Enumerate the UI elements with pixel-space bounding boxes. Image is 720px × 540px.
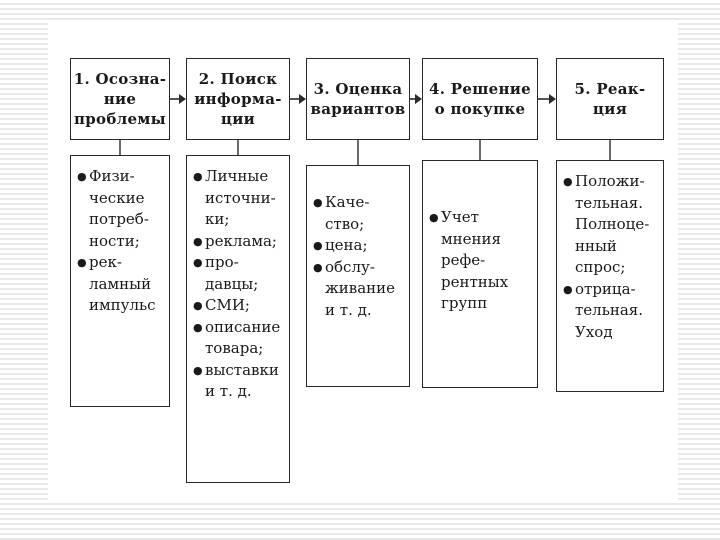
item-text: Физи- ческие потреб- ности; bbox=[89, 167, 149, 250]
item-text: рек- ламный импульс bbox=[89, 253, 156, 314]
bullet-icon: ● bbox=[313, 239, 323, 252]
bullet-icon: ● bbox=[193, 320, 203, 334]
item-text: Положи- тельная. Полноце- нный спрос; bbox=[575, 172, 650, 276]
item-text: описание товара; bbox=[205, 317, 281, 357]
item-text: Личные источни- ки; bbox=[205, 167, 276, 228]
bullet-icon: ● bbox=[77, 256, 87, 269]
bullet-icon: ● bbox=[193, 299, 203, 312]
stage-3-header: 3. Оценка вариантов bbox=[306, 58, 410, 140]
stage-2-header: 2. Поиск информа- ции bbox=[186, 58, 290, 140]
item-text: Каче- ство; bbox=[325, 193, 370, 233]
bullet-icon: ● bbox=[313, 260, 323, 274]
stage-5-header: 5. Реак- ция bbox=[556, 58, 664, 140]
item-text: цена; bbox=[325, 236, 368, 254]
connectors bbox=[48, 22, 678, 500]
arrow-2-to-3 bbox=[290, 94, 306, 104]
bullet-icon: ● bbox=[193, 256, 203, 269]
bullet-icon: ● bbox=[563, 175, 573, 188]
item-text: Учет мнения рефе- рентных групп bbox=[441, 208, 509, 312]
bullet-icon: ● bbox=[429, 211, 439, 224]
arrow-1-to-2 bbox=[170, 94, 186, 104]
item-text: обслу- живание и т. д. bbox=[325, 257, 396, 319]
item-text: отрица- тельная. Уход bbox=[575, 279, 644, 341]
bullet-icon: ● bbox=[563, 282, 573, 296]
bullet-icon: ● bbox=[193, 363, 203, 377]
item-text: реклама; bbox=[205, 231, 277, 250]
slide-canvas bbox=[48, 22, 678, 500]
item-text: про- давцы; bbox=[205, 253, 259, 293]
bullet-icon: ● bbox=[193, 170, 203, 183]
item-text: СМИ; bbox=[205, 296, 250, 314]
bullet-icon: ● bbox=[193, 234, 203, 248]
bullet-icon: ● bbox=[313, 196, 323, 209]
arrow-3-to-4 bbox=[410, 94, 422, 104]
arrow-4-to-5 bbox=[538, 94, 556, 104]
item-text: выставки и т. д. bbox=[205, 360, 279, 400]
stage-1-header: 1. Осозна- ние проблемы bbox=[70, 58, 170, 140]
bullet-icon: ● bbox=[77, 170, 87, 183]
stage-4-header: 4. Решение о покупке bbox=[422, 58, 538, 140]
